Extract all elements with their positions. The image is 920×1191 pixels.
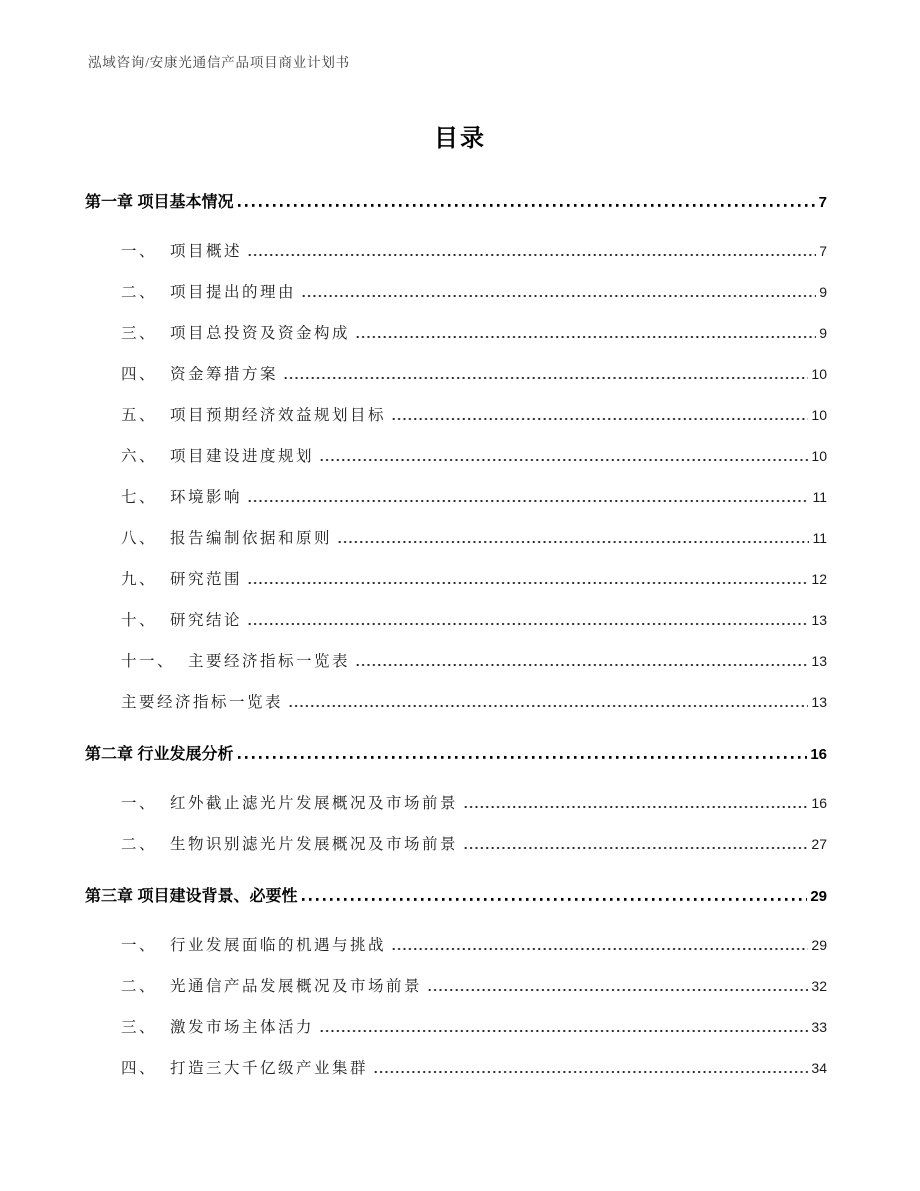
toc-item-row[interactable]	[121, 282, 827, 304]
dot-leader	[319, 459, 808, 461]
dot-leader	[238, 204, 815, 207]
dot-leader	[319, 1030, 808, 1032]
toc-item-label: 项目预期经济效益规划目标	[170, 407, 387, 424]
toc-item-page: 16	[811, 795, 827, 811]
dot-leader	[301, 295, 816, 297]
toc-chapter-label: 第三章 项目建设背景、必要性	[85, 888, 298, 905]
toc-item-number: 六、	[121, 448, 158, 465]
toc-item-page: 29	[811, 937, 827, 953]
toc-item-label: 研究结论	[170, 612, 243, 629]
toc-item-row[interactable]	[121, 241, 827, 263]
toc-item-label: 主要经济指标一览表	[121, 694, 284, 711]
toc-item-number: 七、	[121, 489, 158, 506]
toc-item-page: 13	[811, 694, 827, 710]
toc-item-row[interactable]	[121, 793, 827, 815]
toc-item-label: 报告编制依据和原则	[170, 530, 333, 547]
toc-item-row[interactable]	[121, 487, 827, 509]
toc-item-page: 9	[819, 284, 827, 300]
dot-leader	[283, 377, 808, 379]
toc-item-label: 生物识别滤光片发展概况及市场前景	[170, 836, 459, 853]
toc-item-label: 光通信产品发展概况及市场前景	[170, 978, 423, 995]
dot-leader	[288, 705, 808, 707]
toc-item-label: 项目提出的理由	[170, 284, 297, 301]
toc-item-row[interactable]	[121, 1017, 827, 1039]
dot-leader	[247, 623, 808, 625]
dot-leader	[247, 582, 808, 584]
toc-chapter-row[interactable]	[85, 190, 827, 216]
toc-chapter-page: 29	[810, 888, 827, 905]
dot-leader	[247, 500, 809, 502]
toc-item-page: 10	[811, 366, 827, 382]
dot-leader	[373, 1071, 808, 1073]
toc-item-label: 打造三大千亿级产业集群	[170, 1060, 369, 1077]
dot-leader	[247, 254, 816, 256]
toc-item-number: 四、	[121, 1060, 158, 1077]
toc-chapter-label: 第一章 项目基本情况	[85, 194, 234, 211]
toc-item-page: 7	[819, 243, 827, 259]
toc-item-number: 九、	[121, 571, 158, 588]
toc-chapter-row[interactable]	[85, 742, 827, 768]
toc-item-page: 11	[812, 489, 827, 505]
dot-leader	[355, 336, 816, 338]
toc-item-label: 资金筹措方案	[170, 366, 279, 383]
dot-leader	[355, 664, 808, 666]
dot-leader	[463, 847, 808, 849]
toc-chapter-row[interactable]	[85, 884, 827, 910]
toc-item-label: 行业发展面临的机遇与挑战	[170, 937, 387, 954]
toc-item-label: 激发市场主体活力	[170, 1019, 315, 1036]
toc-item-page: 11	[812, 530, 827, 546]
toc-item-label: 主要经济指标一览表	[188, 653, 351, 670]
toc-item-row[interactable]	[121, 834, 827, 856]
dot-leader	[337, 541, 809, 543]
toc-title: 目录	[434, 126, 486, 152]
toc-item-label: 红外截止滤光片发展概况及市场前景	[170, 795, 459, 812]
toc-item-row[interactable]	[121, 364, 827, 386]
toc-item-page: 34	[811, 1060, 827, 1076]
toc-item-row[interactable]	[121, 1058, 827, 1080]
toc-item-label: 项目建设进度规划	[170, 448, 315, 465]
toc-item-page: 10	[811, 407, 827, 423]
toc-item-label: 环境影响	[170, 489, 243, 506]
toc-item-row[interactable]	[121, 405, 827, 427]
toc-item-number: 二、	[121, 284, 158, 301]
toc-item-page: 12	[811, 571, 827, 587]
toc-item-row[interactable]	[121, 610, 827, 632]
dot-leader	[391, 948, 808, 950]
toc-item-label: 项目概述	[170, 243, 243, 260]
toc-item-label: 项目总投资及资金构成	[170, 325, 351, 342]
toc-item-page: 10	[811, 448, 827, 464]
toc-item-row[interactable]	[121, 528, 827, 550]
toc-item-row[interactable]	[121, 569, 827, 591]
document-header: 泓域咨询/安康光通信产品项目商业计划书	[88, 55, 350, 70]
dot-leader	[427, 989, 808, 991]
toc-item-number: 一、	[121, 243, 158, 260]
toc-item-number: 四、	[121, 366, 158, 383]
toc-item-page: 27	[811, 836, 827, 852]
toc-item-number: 一、	[121, 795, 158, 812]
toc-item-number: 二、	[121, 978, 158, 995]
dot-leader	[238, 756, 807, 759]
toc-item-page: 33	[811, 1019, 827, 1035]
toc-item-page: 9	[819, 325, 827, 341]
toc-item-number: 五、	[121, 407, 158, 424]
toc-item-number: 二、	[121, 836, 158, 853]
toc-chapter-page: 16	[810, 746, 827, 763]
dot-leader	[302, 898, 807, 901]
toc-item-number: 三、	[121, 325, 158, 342]
toc-item-number: 一、	[121, 937, 158, 954]
toc-item-row[interactable]	[121, 935, 827, 957]
toc-chapter-label: 第二章 行业发展分析	[85, 746, 234, 763]
toc-item-page: 13	[811, 653, 827, 669]
toc-item-number: 十、	[121, 612, 158, 629]
toc-item-page: 13	[811, 612, 827, 628]
toc-item-row[interactable]	[121, 446, 827, 468]
dot-leader	[391, 418, 808, 420]
toc-item-page: 32	[811, 978, 827, 994]
toc-item-row[interactable]	[121, 323, 827, 345]
toc-item-number: 八、	[121, 530, 158, 547]
toc-item-number: 三、	[121, 1019, 158, 1036]
toc-item-row[interactable]	[121, 692, 827, 714]
toc-item-label: 研究范围	[170, 571, 243, 588]
toc-item-row[interactable]	[121, 651, 827, 673]
toc-item-number: 十一、	[121, 653, 176, 670]
toc-chapter-page: 7	[818, 194, 827, 211]
toc-item-row[interactable]	[121, 976, 827, 998]
dot-leader	[463, 806, 808, 808]
table-of-contents	[85, 190, 827, 1080]
